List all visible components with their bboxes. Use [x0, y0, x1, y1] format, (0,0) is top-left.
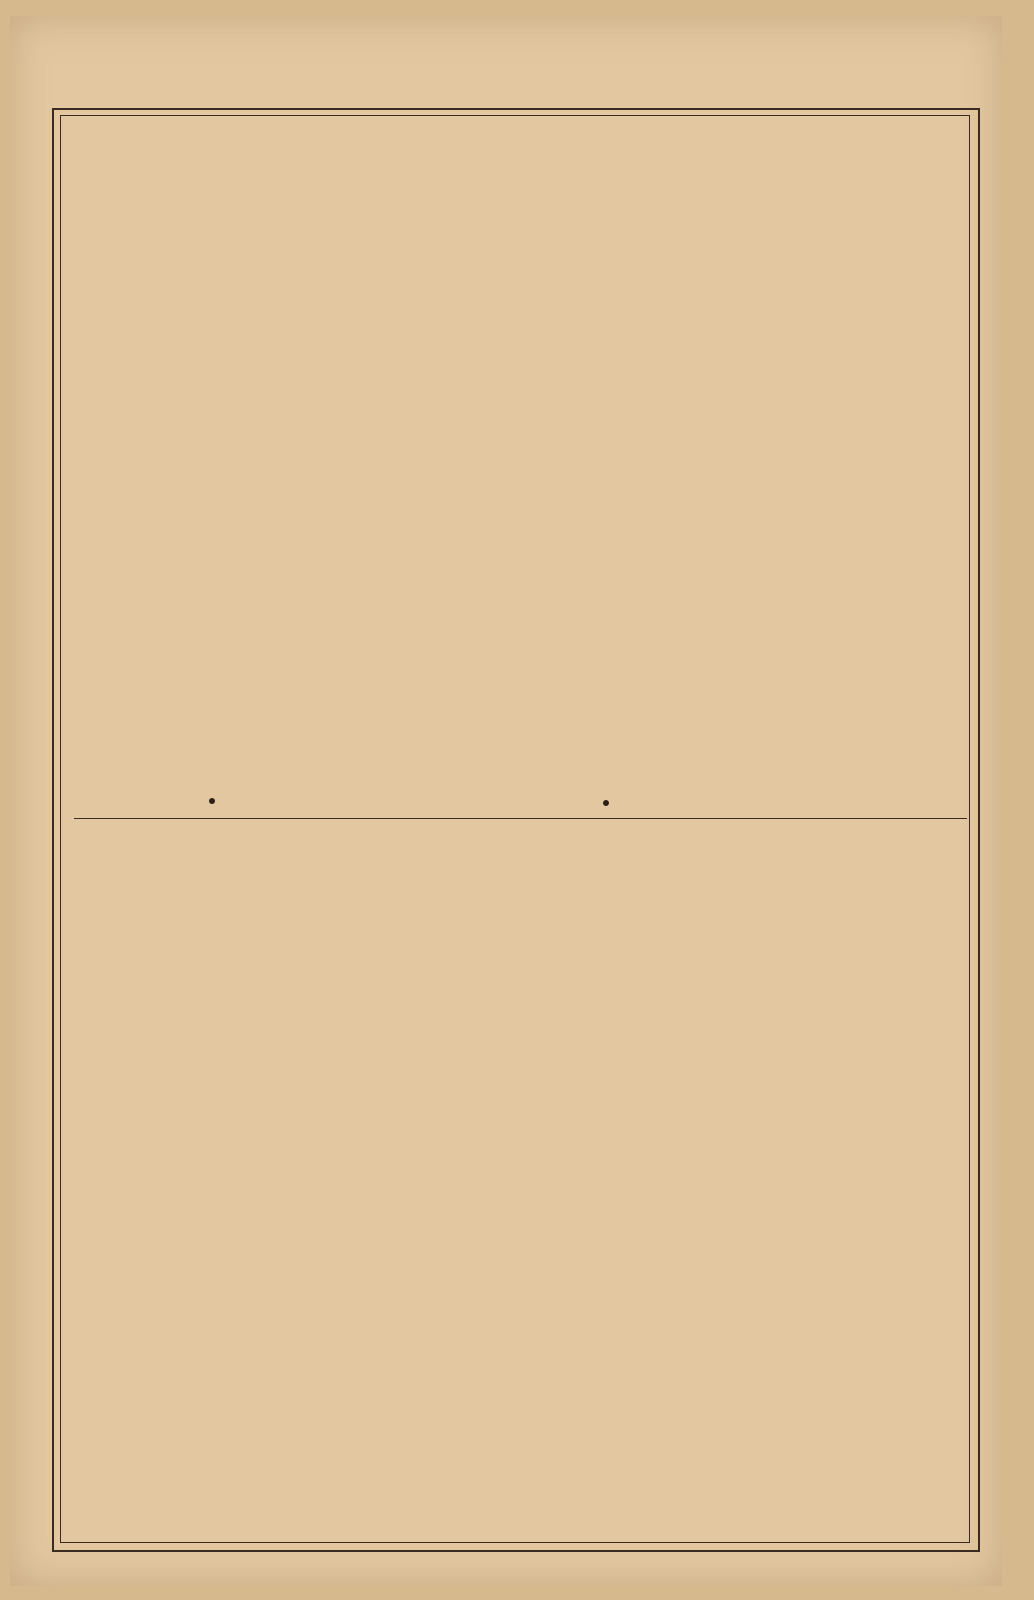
page-number — [962, 1241, 1002, 1391]
running-header — [962, 254, 1002, 574]
book-page — [10, 16, 1002, 1586]
upper-text-block — [80, 261, 956, 809]
lower-text-block — [80, 834, 956, 1534]
section-divider — [74, 818, 967, 819]
